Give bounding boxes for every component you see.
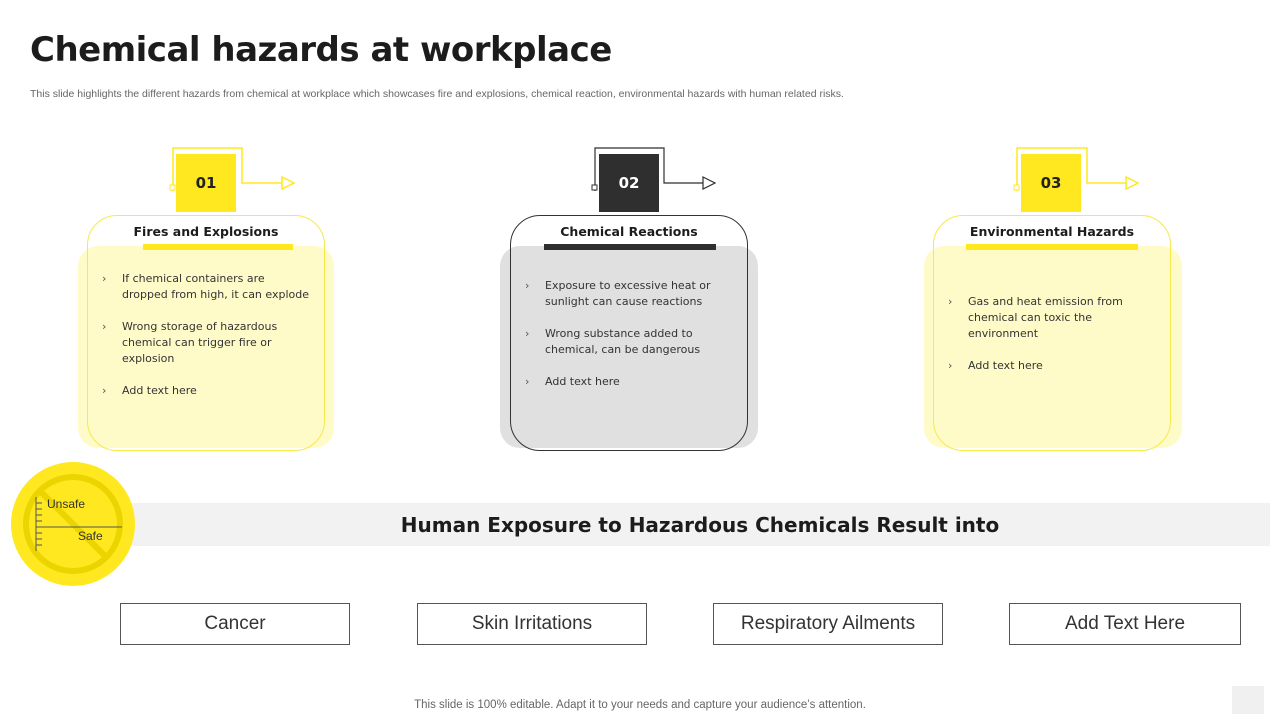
card-heading-bar — [544, 244, 716, 250]
effect-box-skin-irritations: Skin Irritations — [417, 603, 647, 645]
card-environmental-hazards — [933, 215, 1171, 451]
card-fires-explosions — [87, 215, 325, 451]
chevron-right-icon: › — [948, 295, 953, 308]
card-number-badge-3: 03 — [1021, 154, 1081, 212]
card-heading: Chemical Reactions — [560, 224, 698, 239]
card-heading: Fires and Explosions — [133, 224, 279, 239]
chevron-right-icon: › — [525, 375, 530, 388]
gauge-label-safe: Safe — [78, 529, 103, 543]
effect-box-add-text: Add Text Here — [1009, 603, 1241, 645]
list-item: › Gas and heat emission from chemical can toxic the environment — [948, 295, 1123, 340]
list-item: › Wrong storage of hazardous chemical can trigger fire or explosion — [102, 320, 278, 365]
banner-heading: Human Exposure to Hazardous Chemicals Result into — [400, 513, 1000, 537]
result-banner — [90, 503, 1270, 546]
effect-box-respiratory-ailments: Respiratory Ailments — [713, 603, 943, 645]
corner-placeholder — [1232, 686, 1264, 714]
effect-box-cancer: Cancer — [120, 603, 350, 645]
card-heading-bar — [143, 244, 293, 250]
card-number-badge-2: 02 — [599, 154, 659, 212]
chevron-right-icon: › — [102, 384, 107, 397]
slide-subtitle: This slide highlights the different hazards from chemical at workplace which showcases fire and explosions, chemical reaction, environmental hazards with human related risks. — [30, 88, 844, 100]
bullet-list — [525, 278, 730, 406]
chevron-right-icon: › — [525, 279, 530, 292]
bullet-list — [948, 294, 1153, 390]
unsafe-safe-gauge-icon — [10, 461, 138, 589]
list-item: › Add text here — [525, 375, 620, 388]
chevron-right-icon: › — [525, 327, 530, 340]
gauge-label-unsafe: Unsafe — [47, 497, 86, 511]
card-number-badge-1: 01 — [176, 154, 236, 212]
list-item: › Add text here — [948, 359, 1043, 372]
chevron-right-icon: › — [102, 272, 107, 285]
slide-title: Chemical hazards at workplace — [30, 30, 612, 70]
bullet-list — [102, 271, 312, 415]
card-chemical-reactions — [510, 215, 748, 451]
list-item: › Exposure to excessive heat or sunlight can cause reactions — [525, 279, 711, 308]
chevron-right-icon: › — [102, 320, 107, 333]
list-item: › If chemical containers are dropped from high, it can explode — [102, 272, 309, 301]
card-heading: Environmental Hazards — [969, 224, 1135, 239]
footer-note: This slide is 100% editable. Adapt it to your needs and capture your audience’s attention. — [414, 699, 866, 711]
list-item: › Wrong substance added to chemical, can be dangerous — [525, 327, 701, 356]
card-heading-bar — [966, 244, 1138, 250]
list-item: › Add text here — [102, 384, 197, 397]
chevron-right-icon: › — [948, 359, 953, 372]
